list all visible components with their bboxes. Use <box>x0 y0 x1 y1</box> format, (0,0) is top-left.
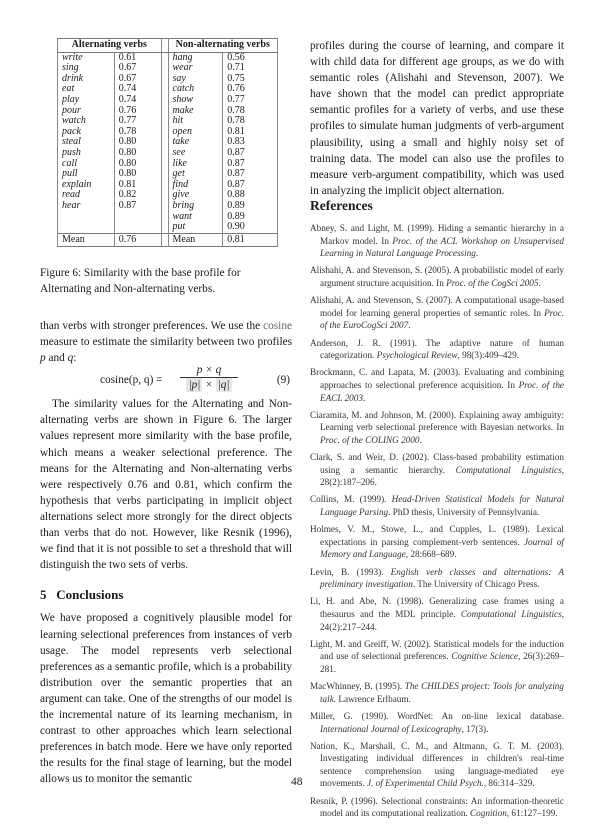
paragraph-conclusions: We have proposed a cognitively plausible model for learning selectional preferences from instances of verb usage. The model represents verb selectional preferences as a semantic profile, which is a probability distribution over the semantic properties that an argument can take. One of the strengths of our model is the incremental nature of its learning mechanism, in contrast to other approaches which learn selectional preferences in batch mode. Here we have only reported the results for the final stage of learning, but the model allows us to monitor the semantic <box>40 612 292 786</box>
paragraph-cosine-intro: than verbs with stronger preferences. We use the cosine measure to estimate the similarity between two profiles p and q: <box>40 320 292 365</box>
alternating-verb: drink <box>58 74 115 85</box>
alternating-value: 0.78 <box>114 127 161 138</box>
non-alternating-value: 0.78 <box>223 116 278 127</box>
non-alternating-header: Non-alternating verbs <box>168 39 277 53</box>
alternating-value: 0.82 <box>114 190 161 201</box>
alternating-value: 0.80 <box>114 169 161 180</box>
formula-lhs: cosine(p, q) = <box>100 374 163 387</box>
reference-entry: Li, H. and Abe, N. (1998). Generalizing case frames using a thesaurus and the MDL principle. Computational Linguistics, 24(2):217–244. <box>310 596 564 632</box>
non-alternating-verb: like <box>172 157 187 169</box>
reference-entry: Collins, M. (1999). Head-Driven Statistical Models for Natural Language Parsing. PhD thesis, University of Pennsylvania. <box>310 494 564 518</box>
table-mean-row <box>58 233 278 247</box>
alternating-verb: sing <box>58 63 115 74</box>
non-alternating-verb: want <box>172 210 192 222</box>
alternating-mean-label: Mean <box>58 233 115 247</box>
alternating-mean-value: 0.76 <box>114 233 161 247</box>
alternating-value: 0.67 <box>114 74 161 85</box>
alternating-value: 0.74 <box>114 84 161 95</box>
table-row <box>58 201 278 212</box>
non-alternating-value: 0.77 <box>223 95 278 106</box>
reference-entry: Levin, B. (1993). English verb classes and alternations: A preliminary investigation. The University of Chicago Press. <box>310 566 564 590</box>
reference-entry: Clark, S. and Weir, D. (2002). Class-based probability estimation using a semantic hierarchy. Computational Linguistics, 28(2):187–206. <box>310 452 564 488</box>
alternating-value: 0.61 <box>114 52 161 63</box>
reference-entry: Alishahi, A. and Stevenson, S. (2005). A probabilistic model of early argument structure acquisition. In Proc. of the CogSci 2005. <box>310 265 564 288</box>
alternating-verb: explain <box>58 180 115 191</box>
non-alternating-value: 0.78 <box>223 106 278 117</box>
non-alternating-value: 0.71 <box>223 63 278 74</box>
section-heading-conclusions: 5 Conclusions <box>40 587 124 603</box>
alternating-value: 0.74 <box>114 95 161 106</box>
non-alternating-verb: get <box>172 168 185 180</box>
references-list <box>310 222 564 824</box>
alternating-verb: steal <box>58 137 115 148</box>
alternating-verb: pour <box>58 106 115 117</box>
alternating-verb: read <box>58 190 115 201</box>
figure-6-table <box>57 38 278 247</box>
alternating-header: Alternating verbs <box>58 39 162 53</box>
non-alternating-value: 0.87 <box>223 169 278 180</box>
non-alternating-value: 0.81 <box>223 127 278 138</box>
reference-entry: Light, M. and Greiff, W. (2002). Statistical models for the induction and use of selectional preferences. Cognitive Science, 26(3):269–281. <box>310 638 564 674</box>
reference-entry: Ciaramita, M. and Johnson, M. (2000). Explaining away ambiguity: Learning verb selectional preference with Bayesian networks. In Proc. of the COLING 2000. <box>310 409 564 445</box>
alternating-verb: pack <box>58 127 115 138</box>
non-alternating-verb: say <box>172 72 186 84</box>
right-column <box>310 38 564 199</box>
non-alternating-value: 0.75 <box>223 74 278 85</box>
reference-entry: Holmes, V. M., Stowe, L., and Cupples, L. (1989). Lexical expectations in parsing complement-verb sentences. Journal of Memory and Language, 28:668–689. <box>310 524 564 560</box>
table-body <box>58 52 278 247</box>
alternating-value: 0.80 <box>114 159 161 170</box>
alternating-verb <box>58 212 115 223</box>
non-alternating-value: 0.88 <box>223 190 278 201</box>
non-alternating-value: 0.83 <box>223 137 278 148</box>
non-alternating-verb: find <box>172 178 189 190</box>
formula-numerator: p × q <box>180 364 238 378</box>
alternating-value: 0.81 <box>114 180 161 191</box>
reference-entry: Brockmann, C. and Lapata, M. (2003). Evaluating and combining approaches to selectional preference acquisition. In Proc. of the EACL 2003. <box>310 367 565 403</box>
figure-caption: Figure 6: Similarity with the base profile for Alternating and Non-alternating verbs. <box>40 267 241 295</box>
reference-entry: Nation, K., Marshall, C. M., and Altmann, G. T. M. (2003). Investigating individual differences in children's real-time sentence comprehension using language-mediated eye movements. J. of Experimental Child Psych., 86:314–329. <box>310 740 564 789</box>
reference-entry: Anderson, J. R. (1991). The adaptive nature of human categorization. Psychological Review, 98(3):409–429. <box>310 337 564 361</box>
table-row <box>58 95 278 106</box>
non-alternating-value: 0.87 <box>223 180 278 191</box>
reference-entry: Alishahi, A. and Stevenson, S. (2007). A computational usage-based model for learning general properties of semantic roles. In Proc. of the EuroCogSci 2007. <box>310 295 564 331</box>
reference-entry: Abney, S. and Light, M. (1999). Hiding a semantic hierarchy in a Markov model. In Proc. of the ACL Workshop on Unsupervised Learning in Natural Language Processing. <box>310 223 564 259</box>
reference-entry: MacWhinney, B. (1995). The CHILDES project: Tools for analyzing talk. Lawrence Erlbaum. <box>310 681 564 704</box>
non-alternating-verb: open <box>172 125 192 137</box>
alternating-value: 0.87 <box>114 201 161 212</box>
alternating-verb <box>58 222 115 233</box>
alternating-value: 0.80 <box>114 148 161 159</box>
paragraph-similarity-results: The similarity values for the Alternating and Non-alternating verbs are shown in Figure 6. The larger values represent more similarity with the base profile, which means a weaker selectional preference. The means for the Alternating and Non-alternating verbs were respectively 0.76 and 0.81, which confirm the hypothesis that verbs participating in implicit object alternations select more strongly for the direct objects than verbs that do not. However, like Resnik (1996), we find that it is not possible to set a threshold that will distinguish the two sets of verbs. <box>40 398 292 572</box>
non-alternating-verb: bring <box>172 199 195 211</box>
formula-fraction <box>180 364 238 392</box>
references-heading: References <box>310 198 373 213</box>
left-column <box>40 318 292 787</box>
alternating-value: 0.77 <box>114 116 161 127</box>
table-row <box>58 222 278 233</box>
cosine-formula <box>40 366 292 396</box>
non-alternating-value: 0.87 <box>223 148 278 159</box>
non-alternating-mean-value: 0.81 <box>223 233 278 247</box>
non-alternating-verb: take <box>172 136 190 148</box>
non-alternating-value: 0.76 <box>223 84 278 95</box>
non-alternating-value: 0.89 <box>223 201 278 212</box>
alternating-verb: pull <box>58 169 115 180</box>
non-alternating-value: 0.89 <box>223 212 278 223</box>
non-alternating-verb: make <box>172 104 194 116</box>
non-alternating-verb: catch <box>172 83 195 95</box>
non-alternating-mean-label: Mean <box>168 233 223 247</box>
non-alternating-verb: hit <box>172 115 184 127</box>
equation-number: (9) <box>276 374 290 387</box>
alternating-value: 0.76 <box>114 106 161 117</box>
non-alternating-value: 0.90 <box>223 222 278 233</box>
page-number: 48 <box>291 776 303 788</box>
reference-entry: Miller, G. (1990). WordNet: An on-line lexical database. International Journal of Lexicography, 17(3). <box>310 710 564 734</box>
non-alternating-verb: put <box>172 221 186 233</box>
alternating-value <box>114 212 161 223</box>
non-alternating-verb: give <box>172 189 190 201</box>
non-alternating-verb: show <box>172 93 194 105</box>
non-alternating-verb: hang <box>172 51 193 63</box>
paragraph-conclusions-continued: profiles during the course of learning, and compare it with child data for different age groups, as we do with semantic roles (Alishahi and Stevenson, 2007). We have shown that the model can predict appropriate semantic profiles for a variety of verbs, and use these profiles to simulate human judgments of verb-argument plausibility, using a small and highly noisy set of training data. The model can also use the profiles to measure verb-argument compatibility, which was used in analyzing the implicit object alternation. <box>310 40 564 197</box>
alternating-verb: write <box>58 52 115 63</box>
formula-denominator: |p| × |q| <box>188 379 230 392</box>
cosine-term: cosine <box>263 320 292 332</box>
alternating-verb: call <box>58 159 115 170</box>
alternating-verb: watch <box>58 116 115 127</box>
non-alternating-verb: see <box>172 146 186 158</box>
table-row <box>58 148 278 159</box>
alternating-value: 0.67 <box>114 63 161 74</box>
non-alternating-value: 0.56 <box>223 52 278 63</box>
non-alternating-verb: wear <box>172 62 193 74</box>
alternating-verb: hear <box>58 201 115 212</box>
alternating-verb: eat <box>58 84 115 95</box>
alternating-verb: push <box>58 148 115 159</box>
reference-entry: Resnik, P. (1996). Selectional constraints: An information-theoretic model and its computational realization. Cognition, 61:127–199. <box>310 795 564 819</box>
alternating-value: 0.80 <box>114 137 161 148</box>
non-alternating-value: 0.87 <box>223 159 278 170</box>
alternating-verb: play <box>58 95 115 106</box>
alternating-value <box>114 222 161 233</box>
